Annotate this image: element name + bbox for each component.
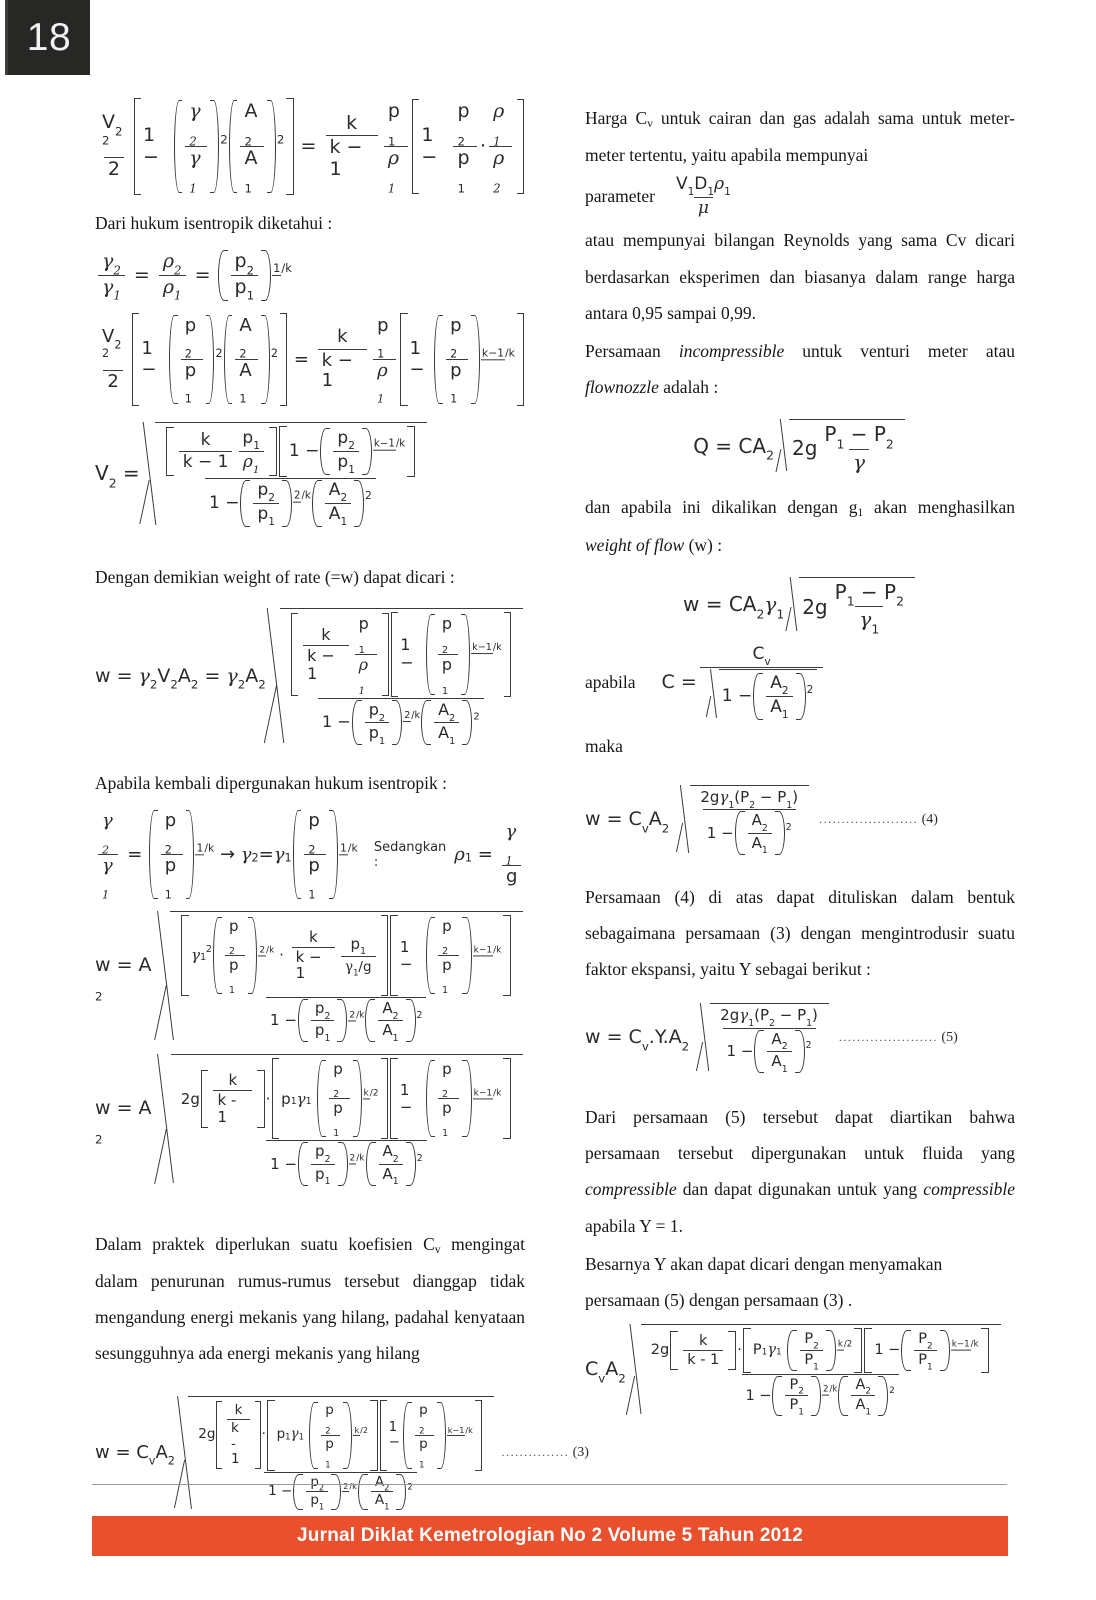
- left-paragraph-part-b: mengingat dalam penurunan rumus-rumus tersebut dianggap tidak mengandung energi mekanis yang hilang, padahal kenyataan sesungguhnya ada energi mekanis yang hilang: [95, 1233, 526, 1364]
- compressible-part-a: Dari persamaan (5) tersebut dapat diartikan bahwa persamaan tersebut dipergunakan untuk fluida yang: [585, 1106, 1015, 1164]
- maka-label: maka: [585, 735, 623, 756]
- left-paragraph-coefficient: [95, 1226, 525, 1372]
- compressible-part-b: dan dapat digunakan untuk yang: [676, 1179, 924, 1200]
- footer-divider: [92, 1484, 1007, 1485]
- equation-5-dots: ......................: [838, 1030, 938, 1045]
- right-paragraph-part-b: untuk cairan dan gas adalah sama untuk meter-meter tertentu, yaitu apabila mempunyai: [585, 108, 1015, 166]
- right-paragraph-besarnya-y: Besarnya Y akan dapat dicari dengan menyamakan persamaan (5) dengan persamaan (3) .: [585, 1253, 943, 1310]
- apabila-row: [585, 645, 1015, 720]
- right-paragraph-incompressible: [585, 333, 1015, 405]
- formula-energy-balance-substituted: $\frac{V22}{2}$ 1 − $\frac{p2}{p1}$ 2 $\frac{A2}{A1}$ 2 = $\frac{k}{k - 1}$ $\frac{p1}{\rho 1}$ 1 − $\frac{p2}{p1}$ k−1/k: [95, 313, 525, 406]
- parameter-row: [585, 175, 1015, 218]
- right-paragraph-compressible: [585, 1099, 1015, 1244]
- weight-flow-part-c: (w) :: [684, 534, 723, 555]
- page-number: 18: [26, 15, 72, 59]
- weight-flow-italic: weight of flow: [585, 534, 685, 555]
- left-column: [95, 96, 589, 1522]
- formula-reynolds-parameter: $\frac{V1D1\rho 1}{\mu}$: [675, 174, 731, 219]
- formula-velocity-v2: V2 = $\frac{k}{k - 1}$ $\frac{p1}{\rho 1}$ 1 − $\frac{p2}{p1}$ k−1/k 1 − $\frac{p2}{p1}$ 2/k $\frac{A2}{A1}$ 2: [95, 422, 525, 527]
- formula-coefficient-c: C = Cv 1 − $\frac{A2}{A1}$ 2: [662, 645, 827, 720]
- apabila-label: apabila: [585, 671, 636, 692]
- equation-4-number: (4): [921, 811, 938, 827]
- left-text-isentropic: Dari hukum isentropik diketahui :: [95, 212, 333, 233]
- sedangkan-label: Sedangkan :: [373, 839, 447, 870]
- incompressible-part-b: untuk venturi meter atau: [784, 340, 1015, 361]
- formula-weight-of-rate: w = γ2V2A2 = γ2A2 $\frac{k}{k - 1}$ $\frac{p1}{\rho 1}$ 1 − $\frac{p2}{p1}$ k−1/k 1 − $\frac{p2}{p1}$ 2/k $\frac{A2}{A1}$ 2: [95, 608, 525, 745]
- right-paragraph-part-a: Harga C: [585, 108, 648, 128]
- formula-cv-a2-bottom: CvA2 2g $\frac{k}{k - 1}$ · P 1 γ 1 $\frac{P2}{P1}$ k/2 1 − $\frac{P2}{P1}$ k−1/k 1 − $\frac{P2}{P1}$ 2/k $\frac{A2}{A1}$ 2: [585, 1324, 1015, 1416]
- formula-gamma2-and-rho1: $\frac{\gamma 2}{\gamma 1}$ = $\frac{p2}{p1}$ 1/k → γ 2 = γ 1 $\frac{p2}{p1}$ 1/k Sedangkan : ρ 1 = $\frac{\gamma 1}{g}$: [95, 810, 525, 899]
- compressible-italic-2: compressible: [923, 1179, 1015, 1200]
- equation-4-dots: ......................: [819, 811, 919, 826]
- equation-3-number: (3): [572, 1444, 589, 1460]
- compressible-italic: compressible: [585, 1179, 677, 1200]
- formula-weight-a2-first: w = A2 γ 1 2 $\frac{p2}{p1}$ 2/k · $\frac{k}{k - 1}$ $\frac{p1}{\gamma 1/g}$ 1 − $\frac{p2}{p1}$ k−1/k 1 − $\frac{p2}{p1}$ 2/k $\frac{A2}{A1}$ 2: [95, 911, 525, 1042]
- formula-weight-a2-second: w = A2 2g $\frac{k}{k - 1}$ · p 1 γ 1 $\frac{p2}{p1}$ k/2 1 − $\frac{p2}{p1}$ k−1/k 1 − $\frac{p2}{p1}$ 2/k $\frac{A2}{A1}$ 2: [95, 1054, 525, 1185]
- footer-text: Jurnal Diklat Kemetrologian No 2 Volume 5 Tahun 2012: [297, 1525, 803, 1546]
- left-paragraph-subscript: v: [434, 1244, 441, 1256]
- right-paragraph-reynolds: atau mempunyai bilangan Reynolds yang sama Cv dicari berdasarkan eksperimen dan biasanya dalam range harga antara 0,95 sampai 0,99.: [585, 230, 1015, 323]
- weight-flow-subscript: 1: [857, 507, 864, 520]
- left-paragraph-part-a: Dalam praktek diperlukan suatu koefisien C: [95, 1233, 435, 1254]
- formula-equation-5: w = Cv.Y.A2 2gγ1(P2 − P1) 1 − $\frac{A2}{A1}$ 2 ...................... (5): [585, 1003, 1015, 1073]
- formula-volumetric-flow-q: Q = CA2 2g $\frac{P1 - P2}{\gamma}$: [585, 419, 1015, 473]
- compressible-part-c: apabila Y = 1.: [585, 1215, 683, 1236]
- formula-isentropic-relation: $\frac{\gamma 2}{\gamma 1}$ = $\frac{\rho 2}{\rho 1}$ = $\frac{p2}{p1}$ 1/k: [95, 250, 525, 300]
- incompressible-part-c: adalah :: [658, 377, 719, 398]
- left-text-isentropic-again: Apabila kembali dipergunakan hukum isentropik :: [95, 772, 448, 793]
- content-columns: [0, 96, 1096, 1512]
- left-text-weight-of-rate: Dengan demikian weight of rate (=w) dapat dicari :: [95, 566, 455, 587]
- right-paragraph-cv: [585, 100, 1015, 173]
- right-paragraph-subscript: v: [647, 118, 653, 131]
- parameter-label: parameter: [585, 186, 655, 207]
- equation-5-number: (5): [941, 1030, 958, 1046]
- page-number-badge: [8, 0, 90, 75]
- formula-equation-3: w = CvA2 2g $\frac{k}{k - 1}$ · p 1 γ 1 $\frac{p2}{p1}$ k/2 1 − $\frac{p2}{p1}$ k−1/k 1 − $\frac{p2}{p1}$ 2/k $\frac{A2}{A1}$ 2 ............... (3): [95, 1396, 525, 1511]
- right-column: [585, 96, 1015, 1428]
- right-paragraph-expansion-factor: Persamaan (4) di atas dapat dituliskan dalam bentuk sebagaimana persamaan (3) dengan mengintrodusir suatu faktor ekspansi, yaitu Y sebagai berikut :: [585, 886, 1015, 980]
- footer-bar: [92, 1516, 1008, 1556]
- flownozzle-italic: flownozzle: [585, 377, 659, 398]
- equation-3-dots: ...............: [501, 1444, 570, 1459]
- formula-weight-of-flow: w = CA2γ1 2g $\frac{P1 - P2}{\gamma 1}$: [585, 577, 1015, 633]
- incompressible-part-a: Persamaan: [585, 340, 679, 361]
- weight-flow-part-a: dan apabila ini dikalikan dengan g: [585, 497, 858, 518]
- formula-energy-balance: $\frac{V22}{2}$ 1 − $\frac{\gamma 2}{\gamma 1}$ 2 $\frac{A2}{A1}$ 2 = $\frac{k}{k - 1}$ $\frac{p1}{\rho 1}$ 1 − $\frac{p2}{p1}$ · $\frac{\rho 1}{\rho 2}$: [95, 98, 525, 195]
- incompressible-italic: incompressible: [678, 340, 785, 361]
- right-paragraph-weight-of-flow: [585, 489, 1015, 562]
- weight-flow-part-b: akan menghasilkan: [863, 497, 1015, 518]
- formula-equation-4: w = CvA2 2gγ1(P2 − P1) 1 − $\frac{A2}{A1}$ 2 ...................... (4): [585, 785, 1015, 855]
